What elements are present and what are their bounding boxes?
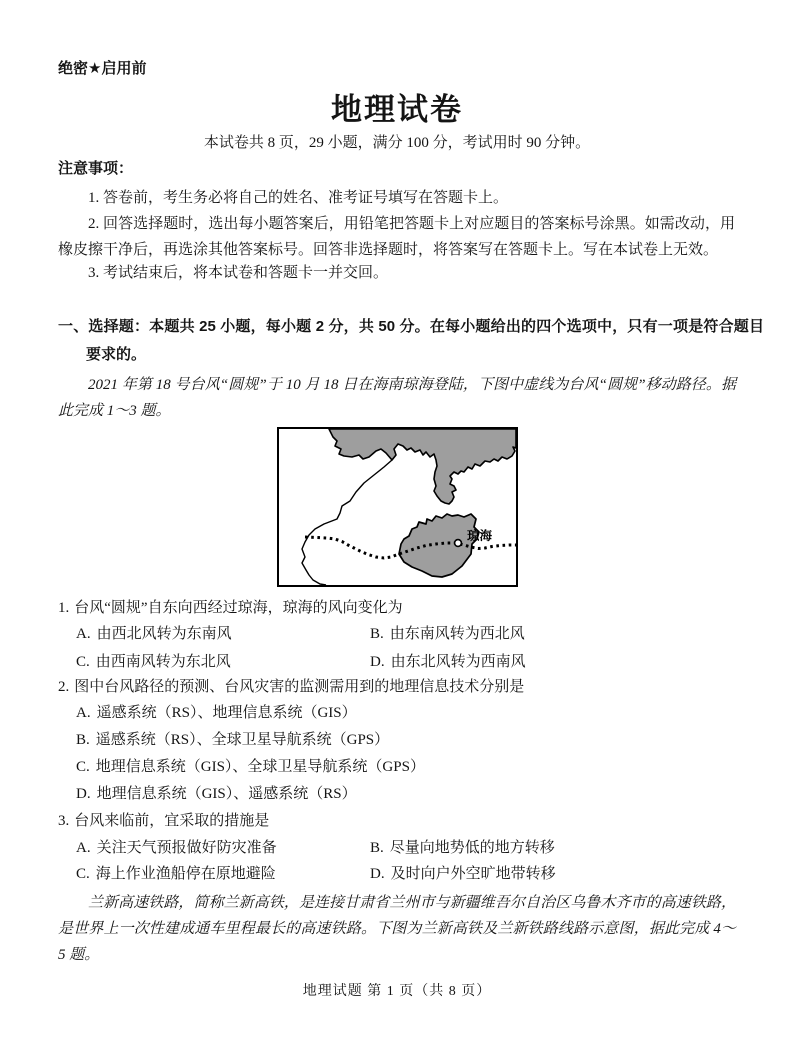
option-3b [370, 836, 555, 857]
qionghai-marker [455, 540, 462, 547]
option-1c-letter: C. [76, 654, 90, 670]
option-2d-text: 地理信息系统（GIS）、遥感系统（RS） [96, 786, 357, 802]
secrecy-label: 绝密★启用前 [58, 60, 147, 77]
option-2b-letter: B. [76, 732, 90, 748]
option-3d [370, 862, 556, 883]
vietnam-coastline [302, 460, 392, 585]
option-3a [76, 836, 370, 857]
option-1d [370, 650, 526, 671]
option-1a-letter: A. [76, 626, 91, 642]
question-2-option-a-row [58, 701, 736, 722]
question-2-option-d-row [58, 782, 736, 803]
notice-heading: 注意事项： [58, 160, 134, 177]
question-2-text: 图中台风路径的预测、台风灾害的监测需用到的地理信息技术分别是 [74, 679, 525, 695]
question-1-text: 台风“圆规”自东向西经过琼海，琼海的风向变化为 [74, 600, 403, 616]
question-2-option-b-row [58, 728, 736, 749]
option-2c [76, 755, 425, 776]
option-3c-letter: C. [76, 866, 90, 882]
notice-item-1: 1. 答卷前，考生务必将自己的姓名、准考证号填写在答题卡上。 [88, 190, 509, 206]
option-1a-text: 由西北风转为东南风 [96, 626, 232, 642]
option-1a [76, 622, 370, 643]
option-1d-letter: D. [370, 654, 385, 670]
hainan-map-figure [279, 429, 516, 585]
exam-meta: 本试卷共 8 页，29 小题，满分 100 分，考试用时 90 分钟。 [203, 135, 591, 151]
option-2b-text: 遥感系统（RS）、全球卫星导航系统（GPS） [95, 732, 390, 748]
question-2-option-c-row [58, 755, 736, 776]
notice-item-3: 3. 考试结束后，将本试卷和答题卡一并交回。 [88, 265, 389, 281]
option-2c-text: 地理信息系统（GIS）、全球卫星导航系统（GPS） [95, 759, 425, 775]
question-3-options-row-2 [58, 862, 736, 883]
option-1c [76, 650, 370, 671]
question-3-stem [58, 809, 269, 830]
option-1b-text: 由东南风转为西北风 [389, 626, 525, 642]
page-footer: 地理试题 第 1 页（共 8 页） [302, 984, 492, 999]
question-3-number: 3. [58, 813, 70, 829]
passage-typhoon: 2021 年第 18 号台风“圆规”于 10 月 18 日在海南琼海登陆，下图中虚线为台风“圆规”移动路径。据此完成 1～3 题。 [58, 377, 736, 419]
mainland-landmass [329, 429, 516, 504]
option-1c-text: 由西南风转为东北风 [95, 654, 231, 670]
question-1-stem [58, 596, 403, 617]
question-1-number: 1. [58, 600, 70, 616]
qionghai-label: 琼海 [467, 529, 493, 543]
page-title: 地理试卷 [331, 92, 463, 127]
option-1d-text: 由东北风转为西南风 [390, 654, 526, 670]
passage-lanxin-railway: 兰新高速铁路，简称兰新高铁，是连接甘肃省兰州市与新疆维吾尔自治区乌鲁木齐市的高速铁路，是世界上一次性建成通车里程最长的高速铁路。下图为兰新高铁及兰新铁路线路示意图，据此完成 4～5 题。 [58, 895, 736, 963]
question-3-text: 台风来临前，宜采取的措施是 [74, 813, 270, 829]
option-2a [76, 701, 357, 722]
option-3a-text: 关注天气预报做好防灾准备 [96, 840, 277, 856]
option-3b-letter: B. [370, 840, 384, 856]
option-1b [370, 622, 525, 643]
option-2a-text: 遥感系统（RS）、地理信息系统（GIS） [96, 705, 357, 721]
question-2-number: 2. [58, 679, 70, 695]
option-2a-letter: A. [76, 705, 91, 721]
question-1-options-row-2 [58, 650, 736, 671]
option-3c-text: 海上作业渔船停在原地避险 [95, 866, 276, 882]
option-1b-letter: B. [370, 626, 384, 642]
option-3b-text: 尽量向地势低的地方转移 [389, 840, 555, 856]
notice-item-2: 2. 回答选择题时，选出每小题答案后，用铅笔把答题卡上对应题目的答案标号涂黑。如需改动，用橡皮擦干净后，再选涂其他答案标号。回答非选择题时，将答案写在答题卡上。写在本试卷上无效。 [58, 216, 735, 258]
option-2d-letter: D. [76, 786, 91, 802]
option-2d [76, 782, 357, 803]
section1-heading: 一、选择题：本题共 25 小题，每小题 2 分，共 50 分。在每小题给出的四个选项中，只有一项是符合题目要求的。 [58, 318, 764, 363]
question-1-options-row-1 [58, 622, 736, 643]
option-3d-text: 及时向户外空旷地带转移 [390, 866, 556, 882]
question-2-stem [58, 675, 524, 696]
option-3a-letter: A. [76, 840, 91, 856]
option-2c-letter: C. [76, 759, 90, 775]
question-3-options-row-1 [58, 836, 736, 857]
option-3c [76, 862, 370, 883]
option-3d-letter: D. [370, 866, 385, 882]
typhoon-path-map [277, 427, 518, 587]
option-2b [76, 728, 389, 749]
